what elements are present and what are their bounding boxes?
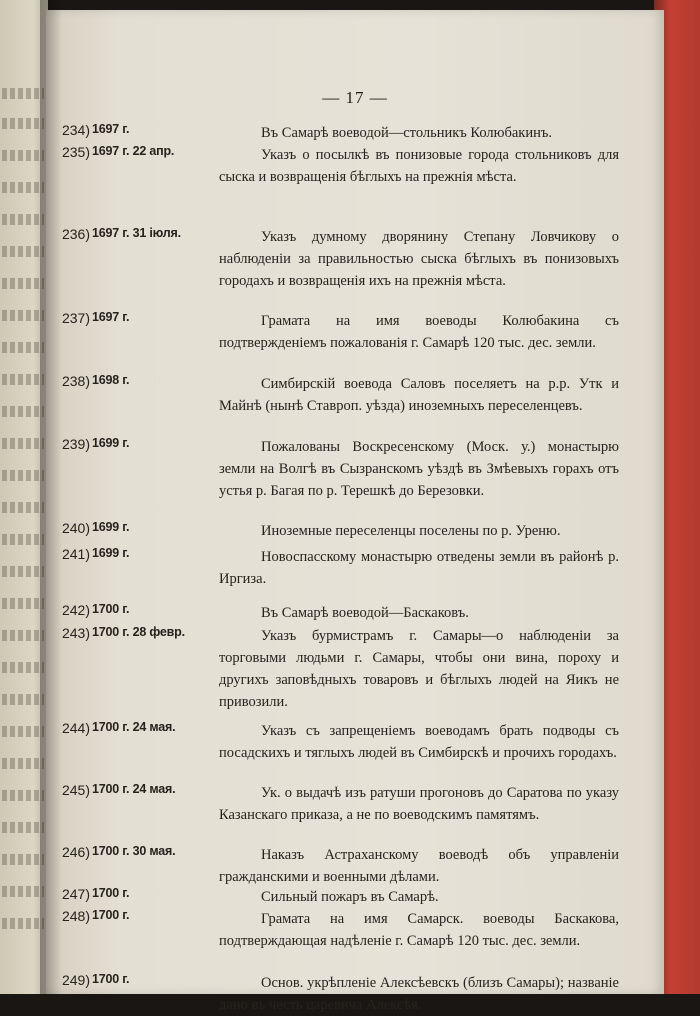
facing-page-text-line — [2, 566, 44, 577]
entry-date: 1700 г. 28 февр. — [92, 625, 185, 639]
facing-page-text-line — [2, 342, 44, 353]
entry-number: 246) — [61, 844, 90, 860]
facing-page-text-line — [2, 246, 44, 257]
facing-page-text-line — [2, 470, 44, 481]
facing-page-text-line — [2, 118, 44, 129]
entry-date: 1700 г. 30 мая. — [92, 844, 176, 858]
entry-text: Грамата на имя Самарск. воеводы Баскакова, подтверждающая надѣленіе г. Самарѣ 120 тыс. дес. земли. — [219, 911, 619, 949]
entry-number: 247) — [61, 886, 90, 902]
entry-number: 234) — [61, 122, 90, 138]
entry-date: 1700 г. 24 мая. — [92, 720, 176, 734]
facing-page-text-line — [2, 886, 44, 897]
entry-text: Въ Самарѣ воеводой—стольникъ Колюбакинъ. — [261, 125, 552, 141]
entry-date: 1699 г. — [92, 520, 130, 534]
facing-page-text-line — [2, 214, 44, 225]
entry-date: 1697 г. 31 іюля. — [92, 226, 181, 240]
book-page — [46, 10, 664, 1013]
entry-date: 1700 г. — [92, 886, 130, 900]
entry-number: 243) — [61, 625, 90, 641]
entry-text: Указъ съ запрещеніемъ воеводамъ брать подводы съ посадскихъ и тяглыхъ людей въ Симбирскѣ и прочихъ городахъ. — [219, 723, 619, 761]
entry-date: 1700 г. 24 мая. — [92, 782, 176, 796]
entry-date: 1697 г. — [92, 310, 130, 324]
facing-page-text-line — [2, 278, 44, 289]
entry-date: 1700 г. — [92, 972, 130, 986]
entry-number: 249) — [61, 972, 90, 988]
facing-page-text-line — [2, 534, 44, 545]
entry-number: 240) — [61, 520, 90, 536]
entry-number: 241) — [61, 546, 90, 562]
facing-page-text-line — [2, 694, 44, 705]
page-number: — 17 — — [322, 88, 388, 107]
entry-number: 236) — [61, 226, 90, 242]
entry-date: 1700 г. — [92, 602, 130, 616]
facing-page-text-line — [2, 854, 44, 865]
facing-page-text-line — [2, 790, 44, 801]
facing-page-text-line — [2, 758, 44, 769]
entry-date: 1700 г. — [92, 908, 130, 922]
entry-number: 239) — [61, 436, 90, 452]
entry-text: Указъ думному дворянину Степану Ловчикову о наблюденіи за правильностью сыска бѣглыхъ въ понизовыхъ городахъ и возвращенія ихъ на прежнія мѣста. — [219, 229, 619, 289]
facing-page-text-line — [2, 374, 44, 385]
facing-page-text-line — [2, 438, 44, 449]
facing-page-text-line — [2, 150, 44, 161]
facing-page-text-line — [2, 726, 44, 737]
facing-page-text-line — [2, 918, 44, 929]
entry-number: 237) — [61, 310, 90, 326]
entry-text: Въ Самарѣ воеводой—Баскаковъ. — [261, 605, 469, 621]
entry-number: 244) — [61, 720, 90, 736]
facing-page-text-line — [2, 598, 44, 609]
entry-date: 1699 г. — [92, 546, 130, 560]
entry-number: 248) — [61, 908, 90, 924]
entry-text: Указъ бурмистрамъ г. Самары—о наблюденіи за торговыми людьми г. Самары, чтобы они вина, пороху и другихъ заповѣдныхъ товаровъ и бѣглыхъ людей на Яикъ не привозили. — [219, 628, 619, 710]
facing-page-text-line — [2, 502, 44, 513]
facing-page-text-line — [2, 310, 44, 321]
facing-page-text-line — [2, 406, 44, 417]
facing-page-text-line — [2, 822, 44, 833]
entry-text: Указъ о посылкѣ въ понизовые города стольниковъ для сыска и возвращенія бѣглыхъ на прежнія мѣста. — [219, 147, 619, 185]
entry-date: 1698 г. — [92, 373, 130, 387]
entry-date: 1699 г. — [92, 436, 130, 450]
entry-text: Пожалованы Воскресенскому (Моск. у.) монастырю земли на Волгѣ въ Сызранскомъ уѣздѣ въ Змѣевыхъ горахъ отъ устья р. Багая по р. Терешкѣ до Березовки. — [219, 439, 619, 499]
entry-number: 245) — [61, 782, 90, 798]
entry-number: 238) — [61, 373, 90, 389]
entry-date: 1697 г. 22 апр. — [92, 144, 175, 158]
entry-text: Симбирскій воевода Саловъ поселяетъ на р.р. Утк и Майнѣ (нынѣ Ставроп. уѣзда) иноземныхъ переселенцевъ. — [219, 376, 619, 414]
entry-text: Иноземные переселенцы поселены по р. Уреню. — [261, 523, 561, 539]
book-gutter-shadow — [40, 0, 62, 994]
entry-number: 235) — [61, 144, 90, 160]
entry-text: Новоспасскому монастырю отведены земли въ районѣ р. Иргиза. — [219, 549, 619, 587]
entry-number: 242) — [61, 602, 90, 618]
entry-text: Наказъ Астраханскому воеводѣ объ управленіи гражданскими и военными дѣлами. — [219, 847, 619, 885]
entry-text: Сильный пожаръ въ Самарѣ. — [261, 889, 439, 905]
facing-page-text-line — [2, 662, 44, 673]
entry-text: Ук. о выдачѣ изъ ратуши прогоновъ до Саратова по указу Казанскаго приказа, а не по воеводскимъ памятямъ. — [219, 785, 619, 823]
entry-text: Грамата на имя воеводы Колюбакина съ подтвержденіемъ пожалованія г. Самарѣ 120 тыс. дес. земли. — [219, 313, 619, 351]
facing-page-text-line — [2, 182, 44, 193]
facing-page-text-line — [2, 88, 44, 99]
entry-text: Основ. укрѣпленіе Алексѣевскъ (близъ Самары); названіе дано въ честь царевича Алексѣя. — [219, 975, 619, 1013]
entry-date: 1697 г. — [92, 122, 130, 136]
facing-page-text-line — [2, 630, 44, 641]
